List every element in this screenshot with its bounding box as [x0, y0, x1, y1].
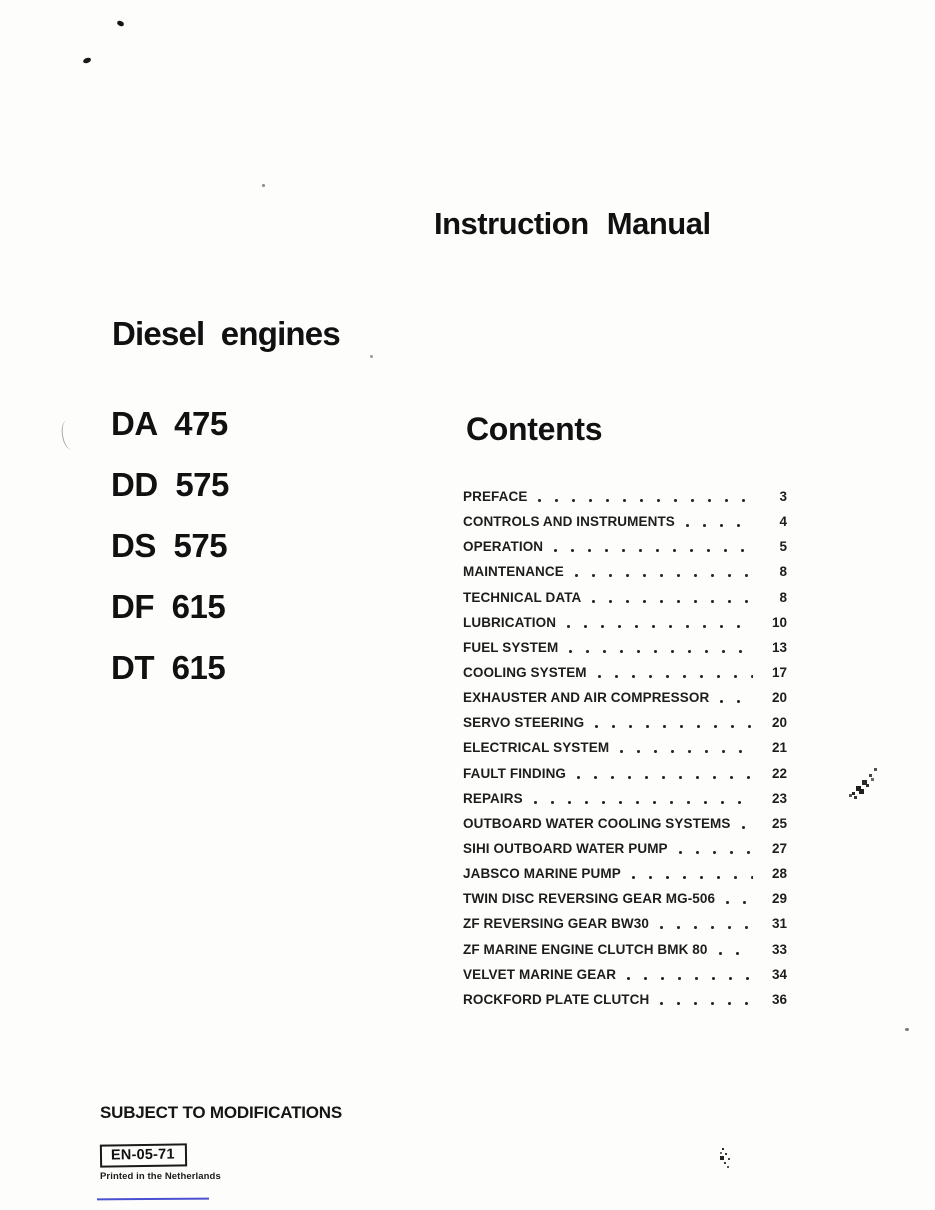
toc-dot-leader: [597, 674, 753, 679]
toc-entry-page: 29: [771, 891, 787, 907]
toc-entry-label: TECHNICAL DATA: [463, 589, 582, 605]
toc-dot-leader: [678, 850, 753, 855]
pen-mark-line: [97, 1198, 209, 1201]
toc-entry: [463, 685, 787, 710]
toc-entry-label: VELVET MARINE GEAR: [463, 966, 617, 982]
toc-entry-page: 27: [771, 841, 787, 857]
scan-dust: [262, 184, 265, 187]
toc-entry-page: 25: [771, 815, 787, 831]
toc-dot-leader: [741, 825, 753, 830]
toc-entry-page: 33: [771, 941, 787, 957]
toc-entry-label: ZF MARINE ENGINE CLUTCH BMK 80: [463, 941, 708, 957]
toc-entry-page: 22: [771, 765, 787, 781]
scan-smudge: [852, 792, 855, 795]
toc-dot-leader: [659, 1001, 753, 1006]
scan-dust: [370, 355, 373, 358]
toc-entry-label: ELECTRICAL SYSTEM: [463, 740, 610, 756]
toc-entry-label: CONTROLS AND INSTRUMENTS: [463, 514, 675, 530]
toc-entry-label: OUTBOARD WATER COOLING SYSTEMS: [463, 815, 731, 831]
toc-entry-page: 20: [771, 715, 787, 731]
toc-entry-label: EXHAUSTER AND AIR COMPRESSOR: [463, 690, 710, 706]
toc-entry: [463, 987, 787, 1012]
toc-dot-leader: [619, 749, 753, 754]
toc-dot-leader: [685, 523, 753, 528]
toc-dot-leader: [659, 925, 753, 930]
toc-dot-leader: [574, 573, 753, 578]
toc-entry-label: ZF REVERSING GEAR BW30: [463, 916, 649, 932]
toc-entry: [463, 585, 787, 610]
toc-entry-page: 23: [771, 790, 787, 806]
toc-entry-label: FAULT FINDING: [463, 765, 567, 781]
pencil-mark: [60, 419, 80, 451]
toc-entry-page: 36: [771, 991, 787, 1007]
toc-entry-page: 3: [779, 489, 787, 505]
toc-entry-page: 4: [779, 514, 787, 530]
engine-model: DF 615: [111, 588, 226, 625]
toc-entry-page: 13: [771, 639, 787, 655]
toc-entry-page: 34: [771, 966, 787, 982]
subject-to-modifications-note: SUBJECT TO MODIFICATIONS: [100, 1103, 343, 1122]
page-title: Instruction Manual: [434, 206, 711, 241]
printed-in-note: Printed in the Netherlands: [100, 1171, 221, 1182]
toc-entry-page: 10: [771, 614, 787, 630]
toc-dot-leader: [533, 800, 753, 805]
toc-entry-label: JABSCO MARINE PUMP: [463, 866, 621, 882]
toc-entry: [463, 559, 787, 584]
table-of-contents: [463, 484, 787, 1012]
engine-model-list: [111, 404, 229, 709]
toc-dot-leader: [725, 900, 753, 905]
engine-model: DT 615: [111, 649, 226, 686]
toc-entry-page: 8: [779, 564, 787, 580]
toc-entry-label: LUBRICATION: [463, 614, 557, 630]
toc-entry: [463, 735, 787, 760]
toc-entry: [463, 660, 787, 685]
toc-entry-page: 20: [771, 690, 787, 706]
toc-entry-page: 5: [779, 539, 787, 555]
contents-heading: Contents: [466, 411, 603, 447]
toc-dot-leader: [591, 599, 753, 604]
scan-dust: [905, 1028, 909, 1031]
engine-model: DA 475: [111, 405, 228, 442]
toc-dot-leader: [566, 624, 753, 629]
engine-model: DD 575: [111, 466, 229, 503]
toc-entry: [463, 509, 787, 534]
toc-dot-leader: [553, 548, 753, 553]
toc-dot-leader: [719, 699, 753, 704]
toc-entry: [463, 610, 787, 635]
toc-entry-page: 17: [771, 665, 787, 681]
toc-dot-leader: [537, 498, 753, 503]
toc-entry: [463, 836, 787, 861]
toc-dot-leader: [594, 724, 753, 729]
toc-entry: [463, 786, 787, 811]
toc-entry: [463, 534, 787, 559]
edition-stamp-box: EN-05-71: [100, 1143, 187, 1167]
toc-entry-label: SERVO STEERING: [463, 715, 585, 731]
toc-dot-leader: [568, 649, 753, 654]
toc-entry: [463, 761, 787, 786]
toc-dot-leader: [718, 951, 753, 956]
toc-entry-label: MAINTENANCE: [463, 564, 564, 580]
toc-dot-leader: [631, 875, 753, 880]
toc-entry: [463, 911, 787, 936]
toc-entry: [463, 484, 787, 509]
toc-entry-page: 28: [771, 866, 787, 882]
toc-entry: [463, 710, 787, 735]
toc-entry-label: SIHI OUTBOARD WATER PUMP: [463, 841, 668, 857]
toc-entry: [463, 886, 787, 911]
scan-smudge: [722, 1148, 724, 1150]
toc-entry-label: TWIN DISC REVERSING GEAR MG-506: [463, 891, 716, 907]
toc-entry-page: 8: [779, 589, 787, 605]
diesel-engines-heading: Diesel engines: [112, 315, 340, 352]
toc-entry-page: 31: [771, 916, 787, 932]
scan-speck: [116, 20, 124, 27]
toc-entry-label: OPERATION: [463, 539, 544, 555]
toc-entry-label: ROCKFORD PLATE CLUTCH: [463, 991, 650, 1007]
toc-entry: [463, 937, 787, 962]
toc-entry: [463, 635, 787, 660]
toc-entry: [463, 962, 787, 987]
toc-entry-label: FUEL SYSTEM: [463, 639, 559, 655]
toc-entry-label: REPAIRS: [463, 790, 523, 806]
toc-entry-page: 21: [771, 740, 787, 756]
engine-model: DS 575: [111, 527, 228, 564]
toc-dot-leader: [626, 976, 753, 981]
toc-dot-leader: [576, 775, 753, 780]
toc-entry-label: PREFACE: [463, 489, 528, 505]
toc-entry: [463, 861, 787, 886]
scan-speck: [83, 57, 92, 64]
toc-entry-label: COOLING SYSTEM: [463, 665, 587, 681]
toc-entry: [463, 811, 787, 836]
